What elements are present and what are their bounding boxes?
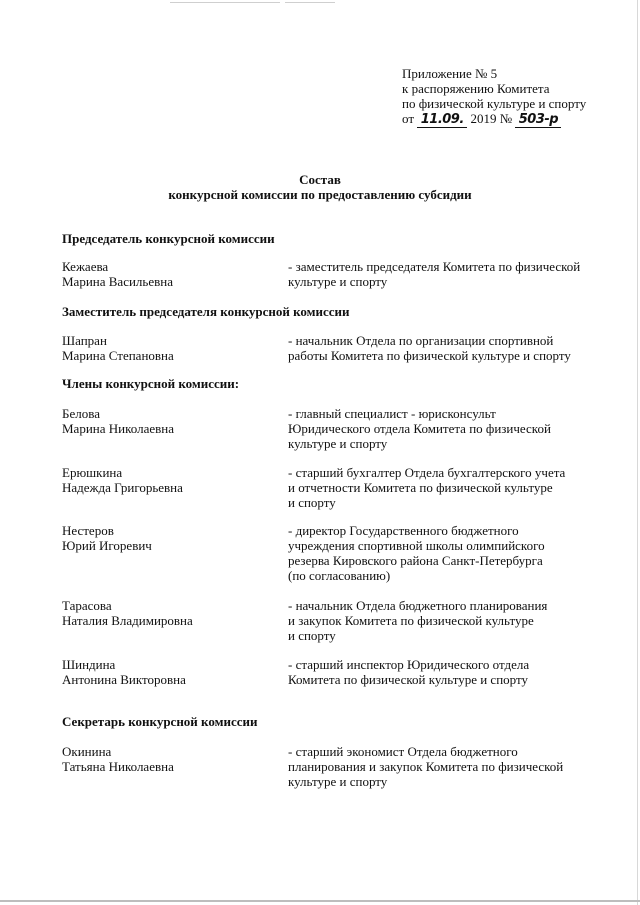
handwritten-number: 503-р bbox=[515, 112, 561, 128]
role-kezhaeva bbox=[288, 259, 580, 289]
person-surname: Белова bbox=[62, 406, 100, 421]
role-line: культуре и спорту bbox=[288, 436, 388, 451]
role-line: (по согласованию) bbox=[288, 568, 391, 583]
person-surname: Шиндина bbox=[62, 657, 116, 672]
role-line: - начальник Отдела по организации спортивной bbox=[288, 333, 554, 348]
from-prefix: от bbox=[402, 111, 415, 126]
scan-artifact bbox=[285, 2, 335, 3]
section-vice-chair: Заместитель председателя конкурсной комиссии bbox=[62, 304, 350, 319]
role-line: - старший бухгалтер Отдела бухгалтерского учета bbox=[288, 465, 566, 480]
person-surname: Шапран bbox=[62, 333, 107, 348]
appendix-committee: по физической культуре и спорту bbox=[402, 96, 587, 111]
appendix-number: Приложение № 5 bbox=[402, 66, 498, 81]
person-tarasova bbox=[62, 598, 193, 628]
person-surname: Нестеров bbox=[62, 523, 114, 538]
person-name: Надежда Григорьевна bbox=[62, 480, 183, 495]
role-okinina bbox=[288, 744, 563, 789]
role-line: Комитета по физической культуре и спорту bbox=[288, 672, 528, 687]
scan-edge bbox=[637, 0, 638, 905]
person-name: Марина Николаевна bbox=[62, 421, 174, 436]
person-okinina bbox=[62, 744, 174, 774]
role-line: и спорту bbox=[288, 495, 336, 510]
person-nesterov bbox=[62, 523, 152, 553]
role-tarasova bbox=[288, 598, 547, 643]
appendix-header bbox=[402, 66, 586, 128]
role-belova bbox=[288, 406, 551, 451]
section-members: Члены конкурсной комиссии: bbox=[62, 376, 240, 391]
person-name: Наталия Владимировна bbox=[62, 613, 193, 628]
person-shapran bbox=[62, 333, 174, 363]
person-surname: Кежаева bbox=[62, 259, 109, 274]
role-line: - заместитель председателя Комитета по физической bbox=[288, 259, 581, 274]
role-line: и закупок Комитета по физической культуре bbox=[288, 613, 534, 628]
person-name: Юрий Игоревич bbox=[62, 538, 152, 553]
role-line: - начальник Отдела бюджетного планирования bbox=[288, 598, 548, 613]
document-subtitle: конкурсной комиссии по предоставлению субсидии bbox=[168, 187, 472, 202]
role-line: Юридического отдела Комитета по физической bbox=[288, 421, 551, 436]
person-name: Марина Степановна bbox=[62, 348, 174, 363]
person-eryushkina bbox=[62, 465, 183, 495]
role-line: - директор Государственного бюджетного bbox=[288, 523, 519, 538]
person-surname: Тарасова bbox=[62, 598, 112, 613]
role-line: - старший инспектор Юридического отдела bbox=[288, 657, 530, 672]
section-secretary: Секретарь конкурсной комиссии bbox=[62, 714, 258, 729]
document-title: Состав bbox=[299, 172, 341, 187]
role-line: и отчетности Комитета по физической культуре bbox=[288, 480, 553, 495]
role-line: культуре и спорту bbox=[288, 774, 388, 789]
role-line: учреждения спортивной школы олимпийского bbox=[288, 538, 545, 553]
role-line: и спорту bbox=[288, 628, 336, 643]
role-line: резерва Кировского района Санкт-Петербурга bbox=[288, 553, 543, 568]
person-shindina bbox=[62, 657, 186, 687]
year-and-number-label: 2019 № bbox=[470, 111, 513, 126]
scan-bottom-edge bbox=[0, 900, 640, 902]
person-surname: Ерюшкина bbox=[62, 465, 123, 480]
appendix-order-ref: к распоряжению Комитета bbox=[402, 81, 550, 96]
person-kezhaeva bbox=[62, 259, 173, 289]
role-line: - главный специалист - юрисконсульт bbox=[288, 406, 496, 421]
role-nesterov bbox=[288, 523, 545, 583]
section-chair: Председатель конкурсной комиссии bbox=[62, 231, 275, 246]
person-name: Марина Васильевна bbox=[62, 274, 173, 289]
role-shindina bbox=[288, 657, 529, 687]
person-surname: Окинина bbox=[62, 744, 112, 759]
role-line: культуре и спорту bbox=[288, 274, 388, 289]
person-belova bbox=[62, 406, 174, 436]
role-line: планирования и закупок Комитета по физической bbox=[288, 759, 564, 774]
role-line: - старший экономист Отдела бюджетного bbox=[288, 744, 518, 759]
person-name: Антонина Викторовна bbox=[62, 672, 186, 687]
handwritten-date: 11.09. bbox=[417, 112, 467, 128]
appendix-date-line bbox=[402, 111, 586, 128]
scan-artifact bbox=[170, 2, 280, 3]
person-name: Татьяна Николаевна bbox=[62, 759, 174, 774]
role-eryushkina bbox=[288, 465, 565, 510]
role-line: работы Комитета по физической культуре и спорту bbox=[288, 348, 571, 363]
role-shapran bbox=[288, 333, 571, 363]
